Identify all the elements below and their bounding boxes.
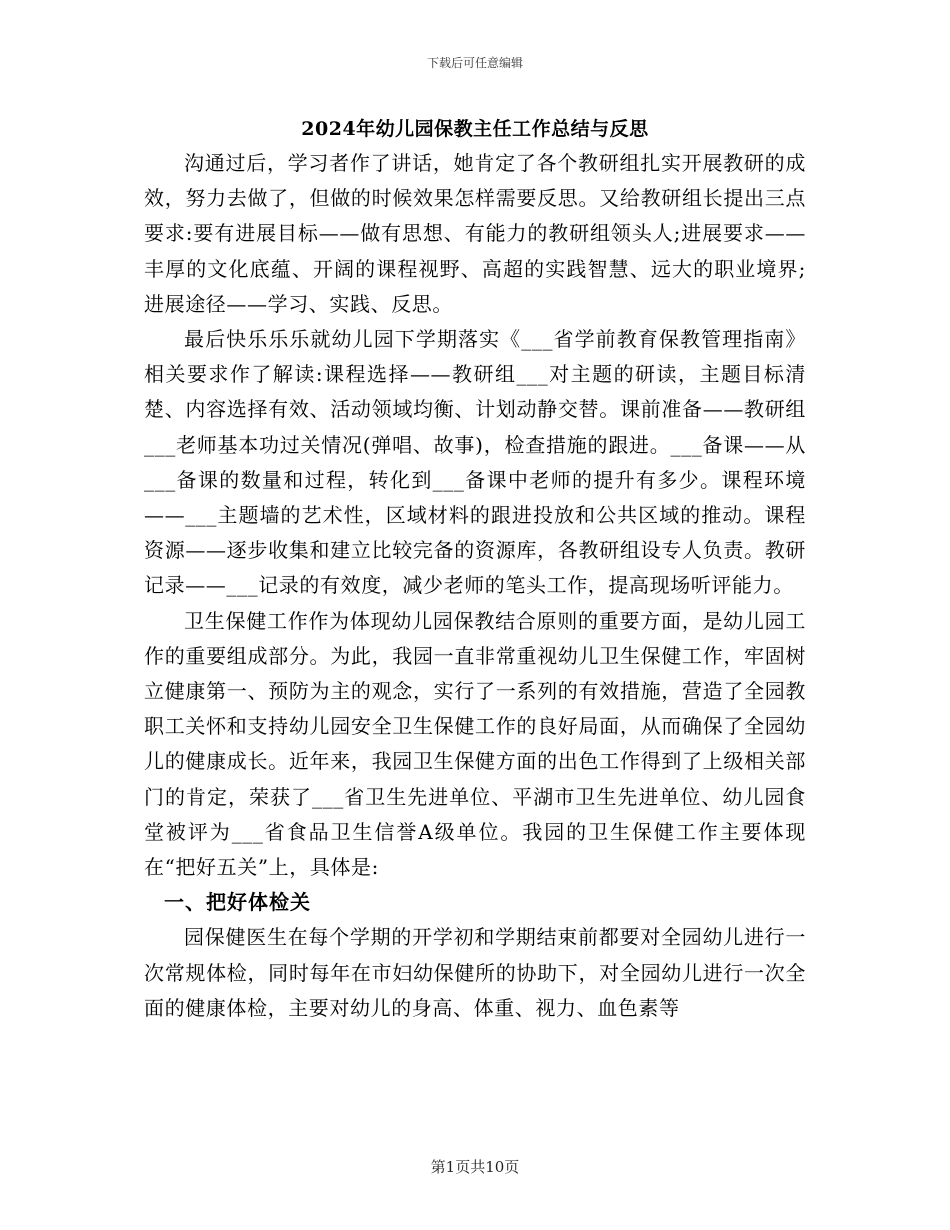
document-body [144,146,806,1026]
page-footer-number: 第1页共10页 [430,1158,520,1176]
page-header-note: 下载后可任意编辑 [426,56,523,70]
paragraph-1: 沟通过后，学习者作了讲话，她肯定了各个教研组扎实开展教研的成效，努力去做了，但做的时候效果怎样需要反思。又给教研组长提出三点要求:要有进展目标——做有思想、有能力的教研组领头人;进展要求——丰厚的文化底蕴、开阔的课程视野、高超的实践智慧、远大的职业境界;进展途径——学习、实践、反思。 [144,151,806,316]
paragraph-3: 卫生保健工作作为体现幼儿园保教结合原则的重要方面，是幼儿园工作的重要组成部分。为此，我园一直非常重视幼儿卫生保健工作，牢固树立健康第一、预防为主的观念，实行了一系列的有效措施，营造了全园教职工关怀和支持幼儿园安全卫生保健工作的良好局面，从而确保了全园幼儿的健康成长。近年来，我园卫生保健方面的出色工作得到了上级相关部门的肯定，荣获了___省卫生先进单位、平湖市卫生先进单位、幼儿园食堂被评为___省食品卫生信誉A级单位。我园的卫生保健工作主要体现在“把好五关”上，具体是: [144,608,806,880]
section-paragraph: 园保健医生在每个学期的开学初和学期结束前都要对全园幼儿进行一次常规体检，同时每年在市妇幼保健所的协助下，对全园幼儿进行一次全面的健康体检，主要对幼儿的身高、体重、视力、血色素等 [144,925,806,1020]
document-title: 2024年幼儿园保教主任工作总结与反思 [301,118,649,140]
section-heading: 一、把好体检关 [164,890,311,915]
paragraph-2: 最后快乐乐乐就幼儿园下学期落实《___省学前教育保教管理指南》相关要求作了解读:课程选择——教研组___对主题的研读，主题目标清楚、内容选择有效、活动领域均衡、计划动静交替。课前准备——教研组___老师基本功过关情况(弹唱、故事)，检查措施的跟进。___备课——从___备课的数量和过程，转化到___备课中老师的提升有多少。课程环境——___主题墙的艺术性，区域材料的跟进投放和公共区域的推动。课程资源——逐步收集和建立比较完备的资源库，各教研组设专人负责。教研记录——___记录的有效度，减少老师的笔头工作，提高现场听评能力。 [144,327,806,598]
